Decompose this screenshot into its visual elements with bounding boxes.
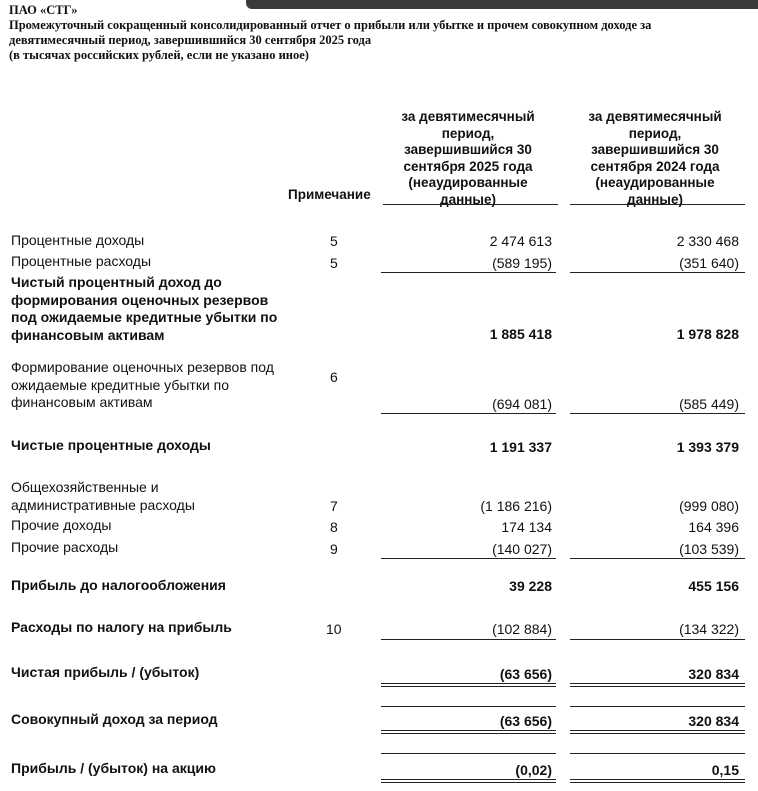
column-header-line: за девятимесячный <box>588 109 722 124</box>
row-note: 5 <box>330 255 338 271</box>
row-label-line: Формирование оценочных резервов под <box>11 359 274 375</box>
total-double-line <box>381 782 556 783</box>
row-value-2024: 320 834 <box>688 666 739 682</box>
subtotal-line <box>381 753 556 754</box>
column-header-line: сентября 2025 года <box>403 158 533 174</box>
row-value-2024: (999 080) <box>679 498 739 514</box>
row-value-2025: 1 191 337 <box>489 439 552 455</box>
top-bar <box>246 0 758 9</box>
row-value-2024: 1 978 828 <box>676 326 739 342</box>
row-value-2025: 2 474 613 <box>489 233 552 249</box>
total-double-line <box>570 733 745 734</box>
row-value-2025: (0,02) <box>515 762 552 778</box>
row-label-line: финансовым активам <box>11 326 165 343</box>
column-header-line: данные) <box>440 191 496 207</box>
row-label-line: административные расходы <box>11 496 195 513</box>
column-header-2024 <box>570 109 740 208</box>
row-value-2025: 39 228 <box>509 578 552 594</box>
column-header-line: период, <box>441 125 495 141</box>
row-label-line: финансовым активам <box>11 394 153 410</box>
subtotal-line <box>381 413 556 414</box>
column-header-line: за девятимесячный <box>401 109 535 124</box>
units-note: (в тысячах российских рублей, если не указано иное) <box>9 48 309 62</box>
row-value-2025: (1 186 216) <box>480 498 552 514</box>
total-double-line <box>381 779 556 780</box>
total-double-line <box>570 730 745 731</box>
row-label-line: формирования оценочных резервов <box>11 291 269 308</box>
subtotal-line <box>381 272 556 273</box>
row-value-2025: 1 885 418 <box>489 326 552 342</box>
row-value-2024: (351 640) <box>679 255 739 271</box>
row-note: 8 <box>330 519 338 535</box>
header-underline <box>383 204 558 205</box>
subtotal-line <box>570 639 745 640</box>
row-label <box>11 359 274 412</box>
total-double-line <box>570 683 745 684</box>
row-label-line: под ожидаемые кредитные убытки по <box>11 309 278 325</box>
row-value-2024: 455 156 <box>688 578 739 594</box>
row-value-2024: (134 322) <box>679 621 739 637</box>
row-value-2025: (63 656) <box>499 666 552 682</box>
row-label <box>11 274 277 344</box>
row-note: 6 <box>330 369 338 385</box>
row-note: 7 <box>330 498 338 514</box>
row-value-2024: 0,15 <box>711 762 739 778</box>
subtotal-line <box>570 272 745 273</box>
row-label: Расходы по налогу на прибыль <box>11 619 232 635</box>
row-value-2024: 164 396 <box>688 519 739 535</box>
total-double-line <box>381 683 556 684</box>
row-value-2024: 320 834 <box>688 713 739 729</box>
row-value-2025: (102 884) <box>492 621 552 637</box>
company-name: ПАО «СТГ» <box>9 3 78 17</box>
column-header-line: завершившийся 30 <box>404 142 532 157</box>
row-note: 10 <box>326 621 342 637</box>
row-label-line: ожидаемые кредитные убытки по <box>11 376 230 393</box>
row-value-2024: (585 449) <box>679 396 739 412</box>
row-value-2025: (140 027) <box>492 541 552 557</box>
row-label <box>11 479 195 514</box>
column-header-2025 <box>383 109 553 208</box>
column-header-line: (неаудированные <box>408 175 528 190</box>
subtotal-line <box>381 558 556 559</box>
subtotal-line <box>570 413 745 414</box>
total-double-line <box>570 782 745 783</box>
subtotal-line <box>570 558 745 559</box>
row-label: Прибыль до налогообложения <box>11 577 226 593</box>
row-label-line: Общехозяйственные и <box>11 479 159 495</box>
subtotal-line <box>570 753 745 754</box>
column-header-line: сентября 2024 года <box>590 158 720 174</box>
row-value-2025: (589 195) <box>492 255 552 271</box>
note-column-header: Примечание <box>288 187 371 202</box>
total-double-line <box>381 730 556 731</box>
row-value-2025: 174 134 <box>501 519 552 535</box>
column-header-line: завершившийся 30 <box>591 142 719 157</box>
column-header-line: (неаудированные <box>595 175 715 190</box>
subtotal-line <box>570 706 745 707</box>
total-double-line <box>381 686 556 687</box>
row-label: Прочие доходы <box>11 517 112 533</box>
report-title: Промежуточный сокращенный консолидированный отчет о прибыли или убытке и прочем совокупном доходе за девятимесячный период, завершившийся 30 сентября 2025 года <box>9 18 652 47</box>
row-label: Совокупный доход за период <box>11 711 218 727</box>
total-double-line <box>570 686 745 687</box>
header-underline <box>570 204 745 205</box>
row-label: Чистая прибыль / (убыток) <box>11 664 200 680</box>
row-value-2024: 1 393 379 <box>676 439 739 455</box>
column-header-line: период, <box>628 125 682 141</box>
row-value-2024: (103 539) <box>679 541 739 557</box>
row-note: 5 <box>330 233 338 249</box>
row-label: Процентные доходы <box>11 232 145 248</box>
row-label: Прочие расходы <box>11 539 119 555</box>
row-value-2025: (694 081) <box>492 396 552 412</box>
subtotal-line <box>381 639 556 640</box>
row-value-2025: (63 656) <box>499 713 552 729</box>
row-value-2024: 2 330 468 <box>676 233 739 249</box>
row-note: 9 <box>330 541 338 557</box>
subtotal-line <box>381 706 556 707</box>
row-label: Чистые процентные доходы <box>11 437 211 453</box>
total-double-line <box>381 733 556 734</box>
column-header-line: данные) <box>627 191 683 207</box>
row-label: Процентные расходы <box>11 253 152 269</box>
row-label: Прибыль / (убыток) на акцию <box>11 760 216 776</box>
row-label-line: Чистый процентный доход до <box>11 274 222 290</box>
total-double-line <box>570 779 745 780</box>
